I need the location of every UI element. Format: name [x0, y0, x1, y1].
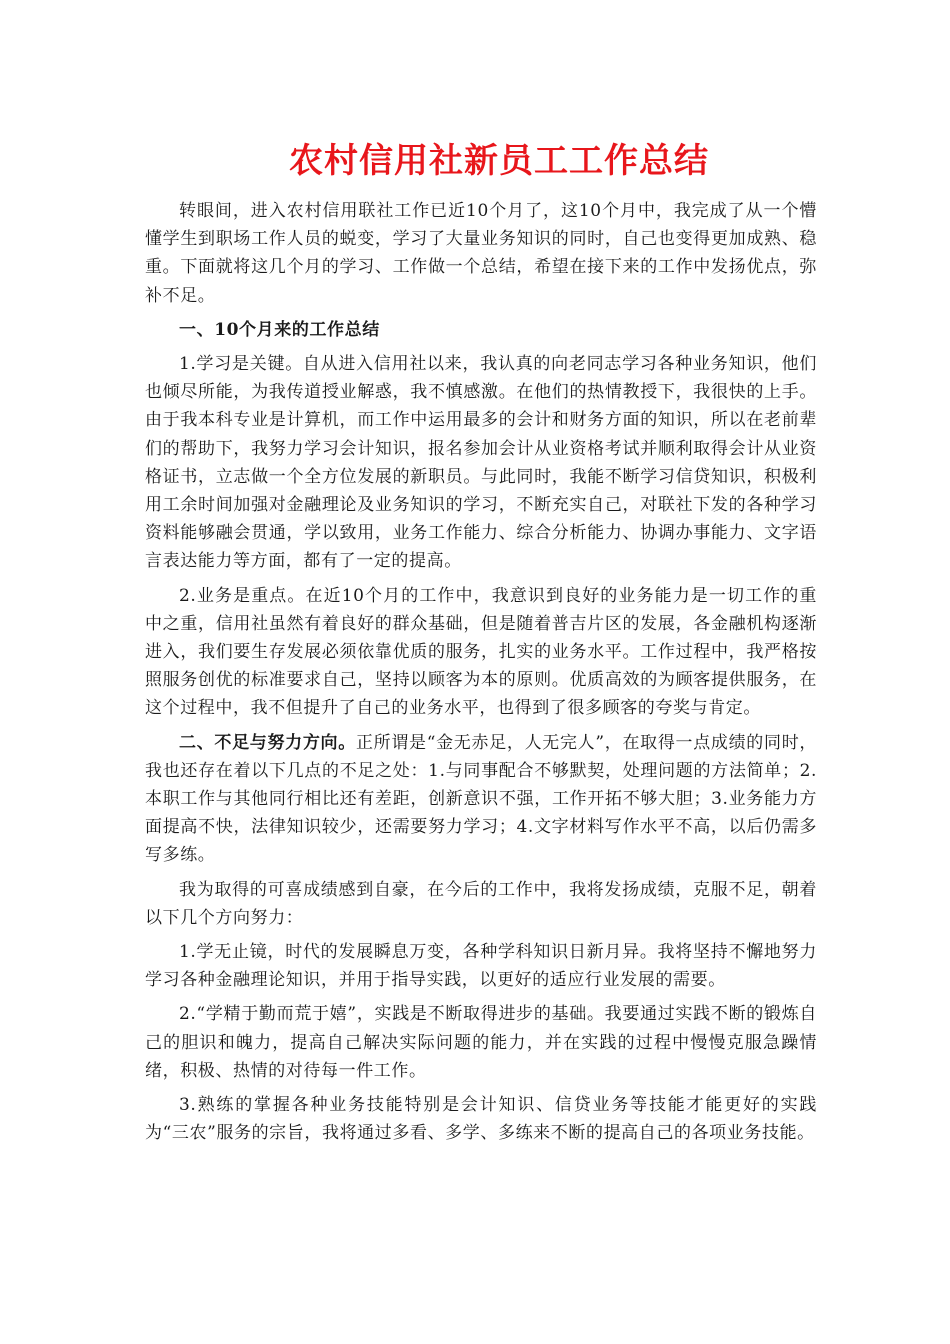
section2-heading: 二、不足与努力方向。 — [179, 732, 356, 753]
document-title: 农村信用社新员工工作总结 — [289, 141, 709, 181]
section2-paragraph-1 — [145, 729, 817, 870]
section1-paragraph-2: 2.业务是重点。在近10个月的工作中，我意识到良好的业务能力是一切工作的重中之重，信用社虽然有着良好的群众基础，但是随着普吉片区的发展，各金融机构逐渐进入，我们要生存发展必须依靠优质的服务，扎实的业务水平。工作过程中，我严格按照服务创优的标准要求自己，坚持以顾客为本的原则。优质高效的为顾客提供服务，在这个过程中，我不但提升了自己的业务水平，也得到了很多顾客的夸奖与肯定。 — [145, 585, 817, 719]
section2-text: 正所谓是“金无赤足，人无完人”，在取得一点成绩的同时，我也还存在着以下几点的不足之处：1.与同事配合不够默契，处理问题的方法简单；2.本职工作与其他同行相比还有差距，创新意识不强，工作开拓不够大胆；3.业务能力方面提高不快，法律知识较少，还需要努力学习；4.文字材料写作水平不高，以后仍需多写多练。 — [145, 732, 817, 866]
intro-paragraph: 转眼间，进入农村信用联社工作已近10个月了，这10个月中，我完成了从一个懵懂学生到职场工作人员的蜕变，学习了大量业务知识的同时，自己也变得更加成熟、稳重。下面就将这几个月的学习、工作做一个总结，希望在接下来的工作中发扬优点，弥补不足。 — [145, 201, 817, 306]
section2-paragraph-5: 3.熟练的掌握各种业务技能特别是会计知识、信贷业务等技能才能更好的实践为“三农”服务的宗旨，我将通过多看、多学、多练来不断的提高自己的各项业务技能。 — [145, 1095, 817, 1144]
section1-heading: 一、10个月来的工作总结 — [179, 319, 380, 340]
section2-paragraph-4: 2.“学精于勤而荒于嬉”，实践是不断取得进步的基础。我要通过实践不断的锻炼自己的胆识和魄力，提高自己解决实际问题的能力，并在实践的过程中慢慢克服急躁情绪，积极、热情的对待每一件工作。 — [145, 1004, 817, 1081]
section1-paragraph-1: 1.学习是关键。自从进入信用社以来，我认真的向老同志学习各种业务知识，他们也倾尽所能，为我传道授业解惑，我不慎感激。在他们的热情教授下，我很快的上手。由于我本科专业是计算机，而工作中运用最多的会计和财务方面的知识，所以在老前辈们的帮助下，我努力学习会计知识，报名参加会计从业资格考试并顺利取得会计从业资格证书，立志做一个全方位发展的新职员。与此同时，我能不断学习信贷知识，积极利用工余时间加强对金融理论及业务知识的学习，不断充实自己，对联社下发的各种学习资料能够融会贯通，学以致用，业务工作能力、综合分析能力、协调办事能力、文字语言表达能力等方面，都有了一定的提高。 — [145, 354, 817, 572]
section2-paragraph-2: 我为取得的可喜成绩感到自豪，在今后的工作中，我将发扬成绩，克服不足，朝着以下几个方向努力： — [145, 879, 817, 928]
document-page — [145, 135, 817, 1154]
section2-paragraph-3: 1.学无止镜，时代的发展瞬息万变，各种学科知识日新月异。我将坚持不懈地努力学习各种金融理论知识，并用于指导实践，以更好的适应行业发展的需要。 — [145, 942, 817, 991]
